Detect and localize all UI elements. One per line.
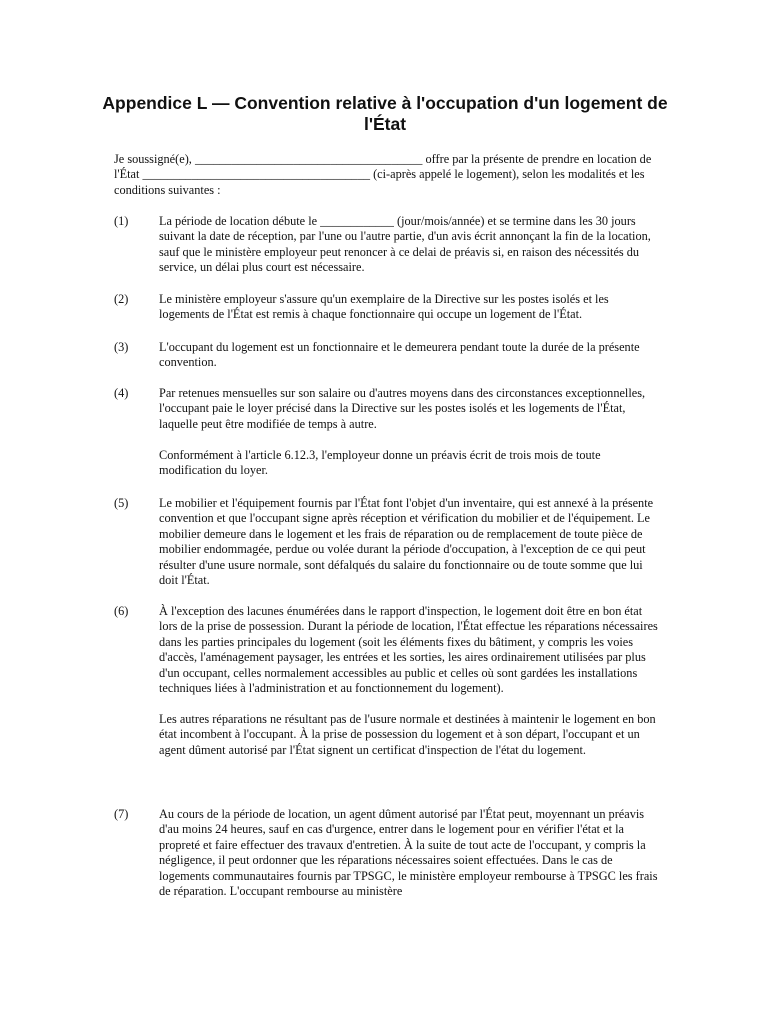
clause-number: (2) <box>114 292 129 306</box>
clause-number: (6) <box>114 604 129 618</box>
clause-paragraph: La période de location débute le ____________ (jour/mois/année) et se termine dans les 30 jours suivant la date de réception, par l'une ou l'autre partie, d'un avis écrit annonçant la fin de la location, sauf que le ministère employeur peut renoncer à ce delai de préavis si, en raison des nécessités du service, un délai plus court est nécessaire. <box>159 214 651 275</box>
clause-number: (3) <box>114 340 129 354</box>
clause-paragraph: Au cours de la période de location, un agent dûment autorisé par l'État peut, moyennant un préavis d'au moins 24 heures, sauf en cas d'urgence, entrer dans le logement pour en vérifier l'état et la propreté et faire effectuer des travaux d'entretien. À la suite de tout acte de l'occupant, y compris la négligence, il peut ordonner que les réparations nécessaires soient effectuées. Dans le cas de logements communautaires fournis par TPSGC, le ministère employeur rembourse à TPSGC les frais de réparation. L'occupant rembourse au ministère <box>159 807 658 899</box>
clause-number: (7) <box>114 807 129 821</box>
clause-paragraph: Les autres réparations ne résultant pas de l'usure normale et destinées à maintenir le logement en bon état incombent à l'occupant. À la prise de possession du logement et à son départ, l'occupant et un agent dûment autorisé par l'État signent un certificat d'inspection de l'état du logement. <box>159 711 656 757</box>
clause-paragraph: Par retenues mensuelles sur son salaire ou d'autres moyens dans des circonstances exceptionnelles, l'occupant paie le loyer précisé dans la Directive sur les postes isolés et les logements de l'État, laquelle peut être modifiée de temps à autre. <box>159 386 646 431</box>
document-title: Appendice L — Convention relative à l'occupation d'un logement de l'État <box>102 93 668 134</box>
clause-paragraph: L'occupant du logement est un fonctionnaire et le demeurera pendant toute la durée de la présente convention. <box>159 340 640 370</box>
clause-6 <box>114 604 658 758</box>
clause-paragraph: Le ministère employeur s'assure qu'un exemplaire de la Directive sur les postes isolés et les logements de l'État est remis à chaque fonctionnaire qui occupe un logement de l'État. <box>159 292 609 322</box>
clause-2 <box>114 292 658 323</box>
clause-paragraph: Le mobilier et l'équipement fournis par l'État font l'objet d'un inventaire, qui est annexé à la présente convention et que l'occupant signe après réception et vérification du mobilier et de l'équipement. Le mobilier demeure dans le logement et les frais de réparation ou de remplacement de toute pièce de mobilier endommagée, perdue ou volée durant la période d'occupation, à l'exception de ce qui peut résulter d'une usure normale, sont défalqués du salaire du fonctionnaire ou de toute somme que lui doit l'État. <box>159 496 654 588</box>
clause-3 <box>114 340 658 371</box>
clause-number: (4) <box>114 386 129 400</box>
clause-number: (5) <box>114 496 129 510</box>
clause-paragraph: Conformément à l'article 6.12.3, l'employeur donne un préavis écrit de trois mois de toute modification du loyer. <box>159 447 601 478</box>
clause-4 <box>114 386 658 478</box>
clause-1 <box>114 214 658 276</box>
clause-7 <box>114 807 658 899</box>
clause-5 <box>114 496 658 588</box>
intro-paragraph: Je soussigné(e), _____________________________________ offre par la présente de prendre en location de l'État _____________________________________ (ci-après appelé le logement), selon les modalités et les conditions suivantes : <box>114 152 652 197</box>
clause-number: (1) <box>114 214 129 228</box>
clause-paragraph: À l'exception des lacunes énumérées dans le rapport d'inspection, le logement doit être en bon état lors de la prise de possession. Durant la période de location, l'État effectue les réparations nécessaires dans les parties principales du logement (soit les éléments fixes du bâtiment, y compris les voies d'accès, l'aménagement paysager, les entrées et les sorties, les aires ordinairement utilisées par plus d'un occupant, celles normalement accessibles au public et celles où sont gardées les installations techniques liées à l'administration et au fonctionnement du logement). <box>159 604 658 696</box>
